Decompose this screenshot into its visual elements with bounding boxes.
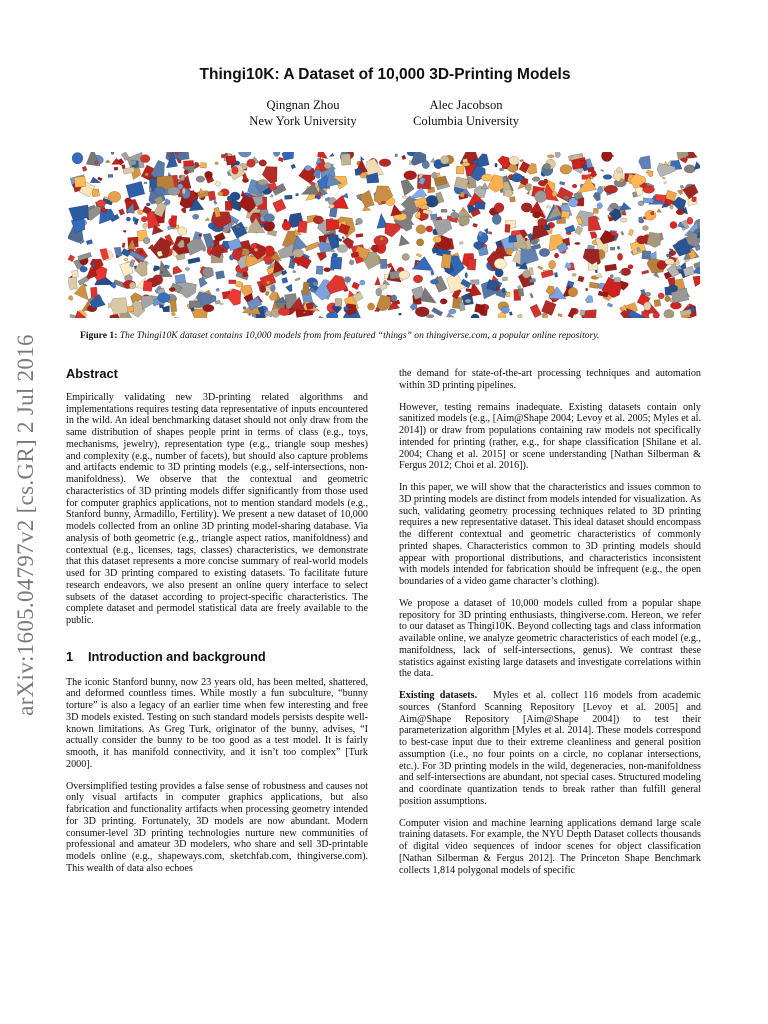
intro-paragraph-1: The iconic Stanford bunny, now 23 years old, has been melted, shattered, and deformed countless times. While mostly a fun subculture, “bunny torture” is also a legacy of an earlier time when few interesting and free 3D models existed. Testing on such standard models persists despite well-known limitations. As Greg Turk, originator of the bunny, advises, “I actually consider the bunny to be too good as a test model. It is fairly smooth, it has manifold connectivity, and it isn’t too complex” [Turk 2000]. [66, 676, 368, 770]
author-name: Qingnan Zhou [266, 98, 340, 112]
intro-paragraph-6: We propose a dataset of 10,000 models culled from a popular shape repository for 3D printing enthusiasts, thingiverse.com. Hereon, we refer to our dataset as Thingi10K. Beyond collecting tags and class information available online, we analyze geometric characteristics of each model (e.g., manifoldness, lack of self-intersections, genus). We contrast these statistics against existing large datasets and investigate correlations within the data. [399, 597, 701, 680]
teaser-figure-models [68, 152, 700, 318]
paragraph-heading: Existing datasets. [399, 690, 478, 701]
section-number: 1 [66, 648, 74, 664]
intro-paragraph-4: However, testing remains inadequate. Existing datasets contain only sanitized models (e.g., [Aim@Shape 2004; Levoy et al. 2005; Myles et al. 2014]) or draw from populations containing raw models not specifically intended for printing (rather, e.g., for shape classification [Shilane et al. 2004; Chang et al. 2015] or scene understanding [Nathan Silberman & Fergus 2012; Choi et al. 2016]). [399, 401, 701, 472]
intro-paragraph-2: Oversimplified testing provides a false sense of robustness and causes not only visual artifacts in computer graphics applications, but also fabrication and functionality artifacts when processing geometry intended for 3D printing. Fortunately, 3D models are now abundant. Modern consumer-level 3D printing technologies nurture new communities of professional and amateur 3D modelers, who share and sell 3D-printable models online (e.g., shapeways.com, sketchfab.com, thingiverse.com). This wealth of data also echoes [66, 780, 368, 874]
author-2 [366, 97, 566, 129]
intro-paragraph-8: Computer vision and machine learning applications demand large scale training datasets. For example, the NYU Depth Dataset collects thousands of digital video sequences of indoor scenes for object classification [Nathan Silberman & Fergus 2012]. The Princeton Shape Benchmark collects 1,814 polygonal models of specific [399, 817, 701, 876]
abstract-text: Empirically validating new 3D-printing related algorithms and implementations requires testing data representative of inputs encountered in the wild. An ideal benchmarking dataset should not only draw from the same distribution of shapes people print in terms of class (e.g., toys, mechanisms, jewelry), representation type (e.g., triangle soup meshes) and complexity (e.g., number of facets), but should also capture problems and artifacts endemic to 3D printing models (e.g., self-intersections, non-manifoldness). We observe that the contextual and geometric characteristics of 3D printing models differ significantly from those used for computer graphics applications, not to mention standard models (e.g., Stanford bunny, Armadillo, Fertility). We present a new dataset of 10,000 models collected from an online 3D printing model-sharing database. Via analysis of both geometric (e.g., triangle aspect ratios, manifoldness) and contextual (e.g., licenses, tags, classes) characteristics, we demonstrate that this dataset represents a more concise summary of real-world models used for 3D printing compared to existing datasets. To facilitate future research endeavors, we also present an online query interface to select subsets of the dataset according to project-specific characteristics. The complete dataset and permodel statistical data are freely available to the public. [66, 391, 368, 626]
figure-caption [80, 330, 700, 341]
author-name: Alec Jacobson [429, 98, 503, 112]
section-title: Introduction and background [88, 648, 266, 664]
paper-title: Thingi10K: A Dataset of 10,000 3D-Printing Models [199, 66, 571, 83]
right-column [399, 368, 701, 886]
paragraph-body: Myles et al. collect 116 models from academic sources (Stanford Scanning Repository [Levoy et al. 2005] and Aim@Shape Repository [Aim@Shape 2004]) to test their parameterization algorithm [Myles et al. 2014]. These models correspond to best-case input due to their extreme cleanliness and general position assumption (i.e., no four points on a circle, no coplanar intersections, etc.). For 3D printing models in the wild, degeneracies, non-manifoldness and self-intersections are abundant, not special cases. Structured modeling and coordinate quantization tends to break rather than fulfill general position assumptions. [399, 690, 702, 807]
figure-caption-text: The Thingi10K dataset contains 10,000 models from from featured “things” on thingiverse.com, a popular online repository. [119, 330, 600, 341]
intro-paragraph-3: the demand for state-of-the-art processing techniques and automation within 3D printing pipelines. [399, 368, 701, 391]
arxiv-stamp [8, 290, 44, 760]
arxiv-stamp-text: arXiv:1605.04797v2 [cs.GR] 2 Jul 2016 [13, 334, 39, 716]
intro-paragraph-5: In this paper, we will show that the characteristics and issues common to 3D printing models are distinct from models intended for visualization. As such, validating geometry processing techniques related to 3D printing requires a new representative dataset. This ideal dataset should encompass the different contextual and geometric characteristics of commonly printed shapes. Characteristics common to 3D printing models should appear with proportional distributions, and characteristics inconsistent with models intended for fabrication should be infrequent (e.g., the open boundaries of a video game character’s clothing). [399, 482, 701, 587]
figure-label: Figure 1: [80, 330, 118, 341]
existing-datasets-paragraph [399, 690, 701, 808]
section-heading-intro [66, 648, 368, 664]
author-affiliation: New York University [249, 114, 357, 128]
author-affiliation: Columbia University [413, 114, 519, 128]
abstract-heading: Abstract [66, 366, 118, 381]
left-column [66, 368, 368, 885]
